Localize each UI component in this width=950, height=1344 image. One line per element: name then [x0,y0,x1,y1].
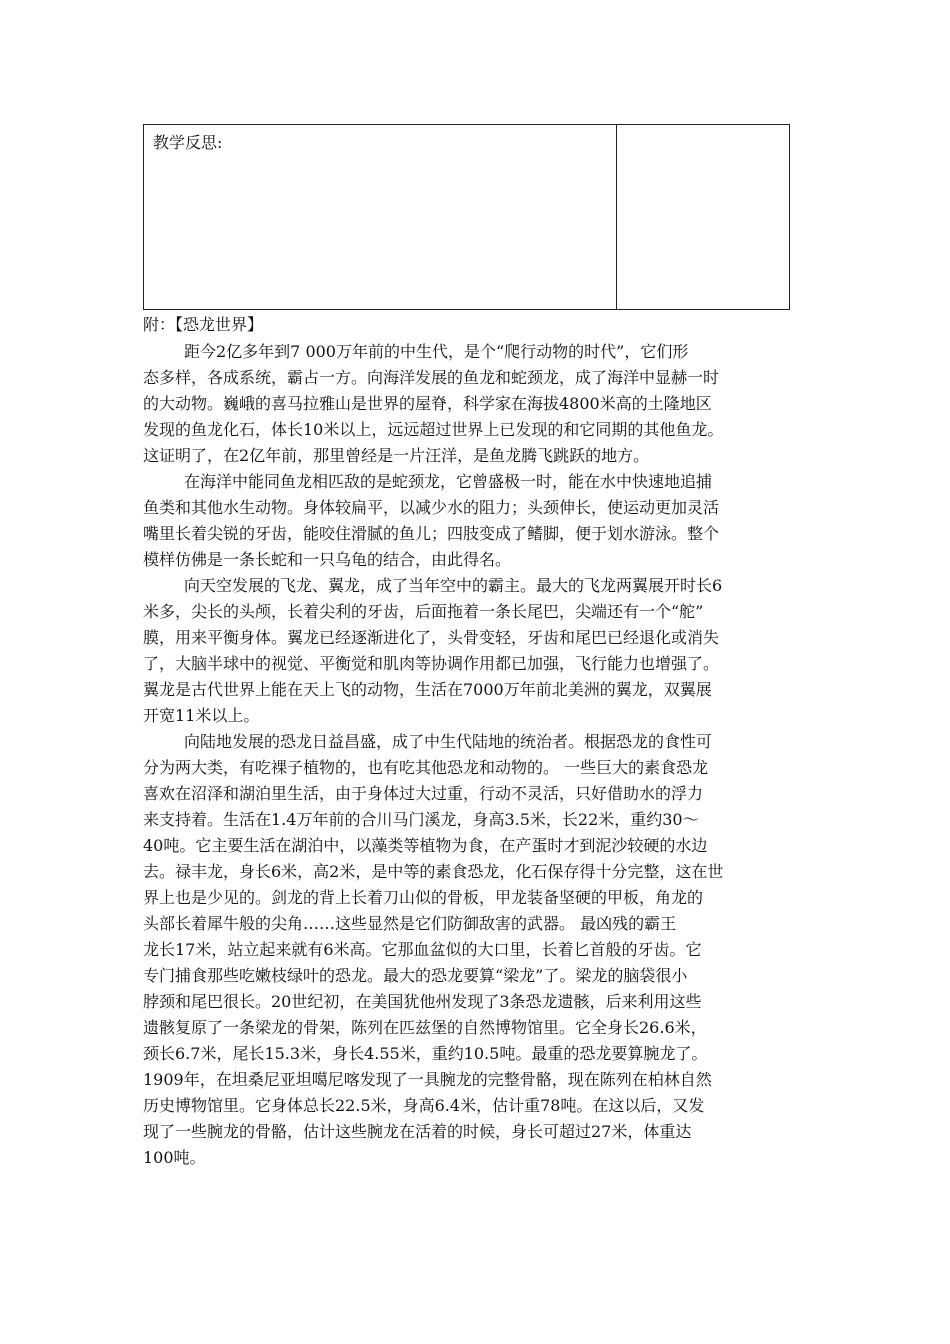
text-line: 遗骸复原了一条梁龙的骨架，陈列在匹兹堡的自然博物馆里。它全身长26.6米， [143,1018,707,1037]
text-line: 开宽11米以上。 [143,706,260,725]
text-line: 翼龙是古代世界上能在天上飞的动物，生活在7000万年前北美洲的翼龙，双翼展 [143,680,712,699]
text-line: 这证明了，在2亿年前，那里曾经是一片汪洋，是鱼龙腾飞跳跃的地方。 [143,446,650,465]
text-line: 米多，尖长的头颅，长着尖利的牙齿，后面拖着一条长尾巴，尖端还有一个“舵” [143,602,704,621]
text-line: 嘴里长着尖锐的牙齿，能咬住滑腻的鱼儿；四肢变成了鳍脚，便于划水游泳。整个 [143,524,720,543]
text-line: 鱼类和其他水生动物。身体较扁平，以减少水的阻力；头颈伸长，使运动更加灵活 [143,498,720,517]
text-line: 向陆地发展的恐龙日益昌盛，成了中生代陆地的统治者。根据恐龙的食性可 [184,732,713,751]
appendix-heading: 附：【恐龙世界】 [143,315,264,334]
reflection-label: 教学反思: [153,133,223,152]
text-line: 1909年，在坦桑尼亚坦噶尼喀发现了一具腕龙的完整骨骼，现在陈列在柏林自然 [143,1070,712,1089]
text-line: 专门捕食那些吃嫩枝绿叶的恐龙。最大的恐龙要算“梁龙”了。梁龙的脑袋很小 [143,966,688,985]
text-line: 龙长17米，站立起来就有6米高。它那血盆似的大口里，长着匕首般的牙齿。它 [143,940,702,959]
text-line: 去。禄丰龙，身长6米，高2米，是中等的素食恐龙，化石保存得十分完整，这在世 [143,862,724,881]
text-line: 颈长6.7米，尾长15.3米，身长4.55米，重约10.5吨。最重的恐龙要算腕龙了。 [143,1044,708,1063]
text-line: 态多样，各成系统，霸占一方。向海洋发展的鱼龙和蛇颈龙，成了海洋中显赫一时 [143,368,720,387]
text-line: 来支持着。生活在1.4万年前的合川马门溪龙，身高3.5米，长22米，重约30～ [143,810,699,829]
text-line: 向天空发展的飞龙、翼龙，成了当年空中的霸主。最大的飞龙两翼展开时长6 [184,576,723,595]
text-line: 的大动物。巍峨的喜马拉雅山是世界的屋脊，科学家在海拔4800米高的土隆地区 [143,394,712,413]
text-line: 历史博物馆里。它身体总长22.5米，身高6.4米，估计重78吨。在这以后，又发 [143,1096,705,1115]
text-line: 了，大脑半球中的视觉、平衡觉和肌肉等协调作用都已加强，飞行能力也增强了。 [143,654,720,673]
text-line: 分为两大类，有吃裸子植物的，也有吃其他恐龙和动物的。 一些巨大的素食恐龙 [143,758,709,777]
text-line: 发现的鱼龙化石，体长10米以上，远远超过世界上已发现的和它同期的其他鱼龙。 [143,420,724,439]
text-line: 膜，用来平衡身体。翼龙已经逐渐进化了，头骨变轻，牙齿和尾巴已经退化或消失 [143,628,720,647]
text-line: 40吨。它主要生活在湖泊中，以藻类等植物为食，在产蛋时才到泥沙较硬的水边 [143,836,708,855]
text-line: 100吨。 [143,1148,206,1167]
text-line: 喜欢在沼泽和湖泊里生活，由于身体过大过重，行动不灵活，只好借助水的浮力 [143,784,704,803]
text-line: 距今2亿多年到7 000万年前的中生代，是个“爬行动物的时代”，它们形 [184,342,689,361]
text-line: 在海洋中能同鱼龙相匹敌的是蛇颈龙，它曾盛极一时，能在水中快速地追捕 [184,472,713,491]
text-line: 头部长着犀牛般的尖角……这些显然是它们防御敌害的武器。 最凶残的霸王 [143,914,677,933]
text-line: 现了一些腕龙的骨骼，估计这些腕龙在活着的时候，身长可超过27米，体重达 [143,1122,692,1141]
text-line: 界上也是少见的。剑龙的背上长着刀山似的骨板，甲龙装备坚硬的甲板，角龙的 [143,888,704,907]
text-line: 模样仿佛是一条长蛇和一只乌龟的结合，由此得名。 [143,550,512,569]
text-line: 脖颈和尾巴很长。20世纪初，在美国犹他州发现了3条恐龙遗骸，后来利用这些 [143,992,702,1011]
